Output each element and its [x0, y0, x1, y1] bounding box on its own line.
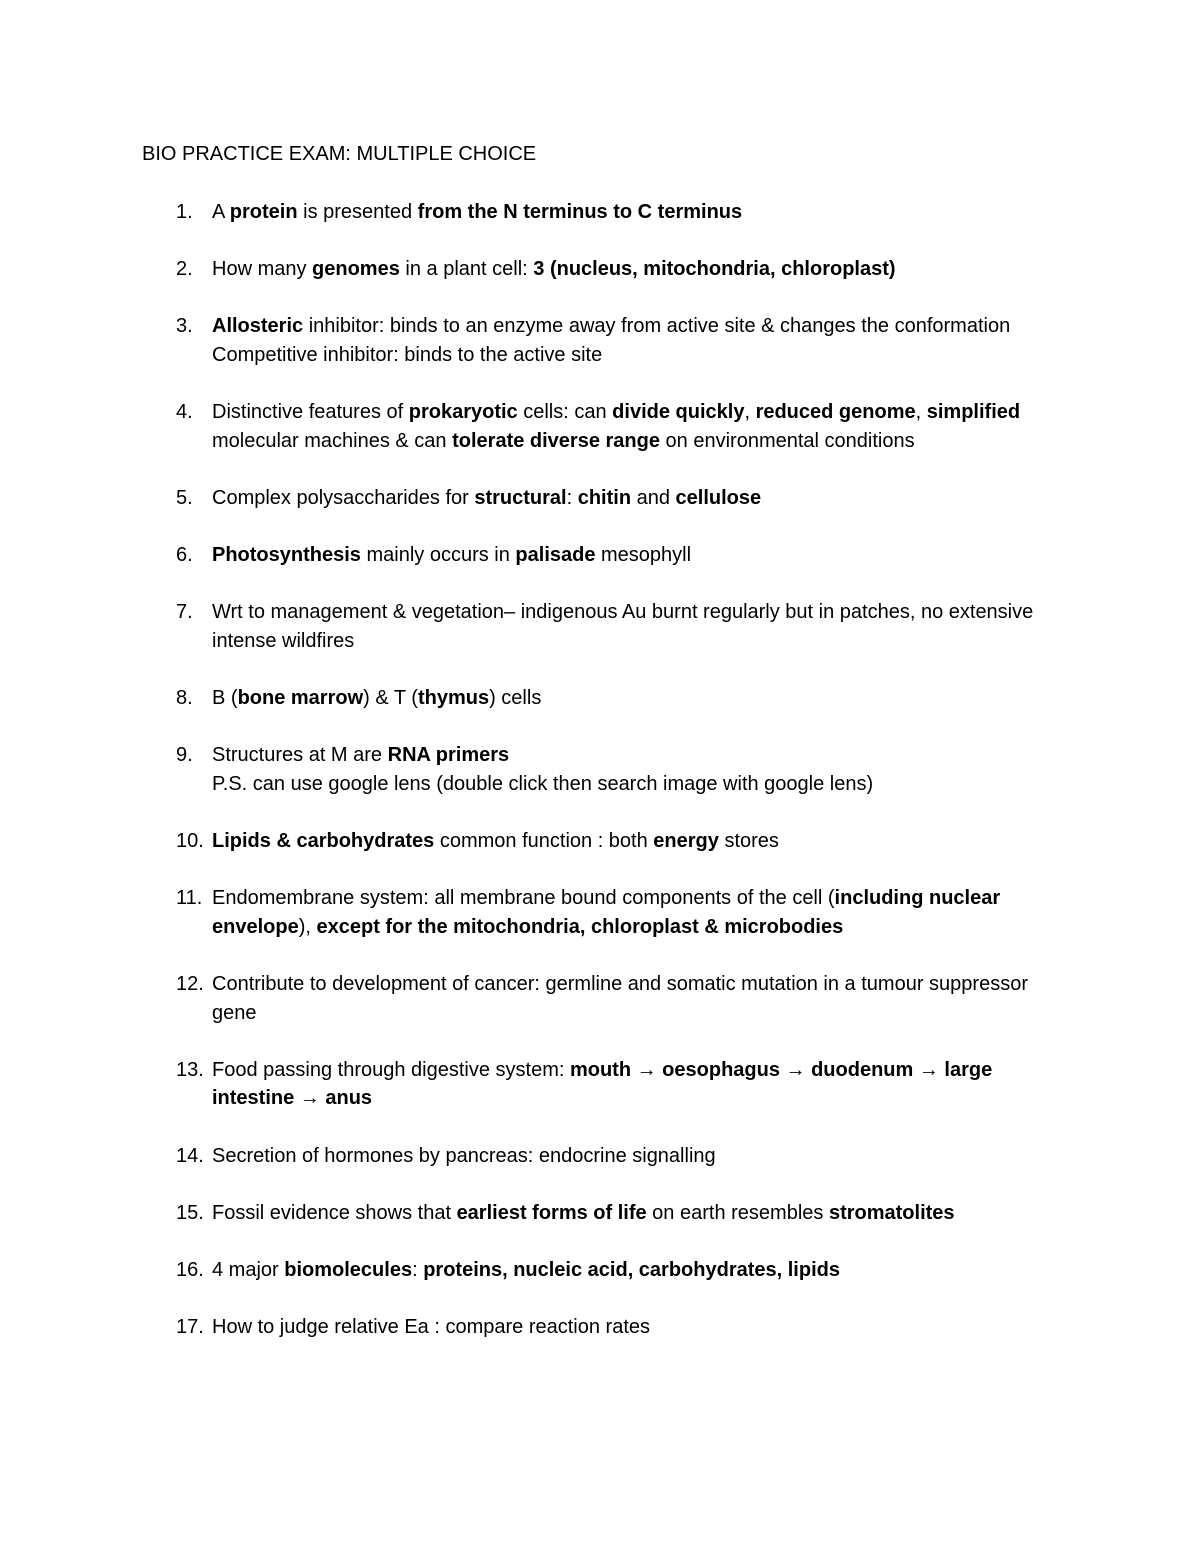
bold-term: Lipids & carbohydrates — [212, 830, 435, 853]
list-item — [142, 598, 1077, 655]
list-item — [142, 198, 1077, 227]
document-title: BIO PRACTICE EXAM: MULTIPLE CHOICE — [142, 143, 537, 165]
list-item — [142, 827, 1077, 856]
item-number: 12. — [176, 973, 204, 996]
item-text: mesophyll — [595, 544, 692, 567]
item-text-line — [212, 884, 1077, 941]
list-item — [142, 255, 1077, 284]
item-text-line — [212, 970, 1077, 1027]
list-item — [142, 1199, 1077, 1228]
list-item — [142, 1313, 1077, 1342]
bold-term: mouth → oesophagus → duodenum → large intestine → anus — [212, 1058, 993, 1110]
question-list — [142, 198, 1077, 1370]
list-item — [142, 884, 1077, 941]
item-text: Structures at M are — [212, 744, 388, 767]
bold-term: genomes — [312, 258, 400, 281]
item-number: 2. — [176, 258, 193, 281]
bold-term: cellulose — [675, 486, 762, 509]
item-text-line — [212, 1199, 1077, 1228]
item-text-line — [212, 1142, 1077, 1171]
item-number: 13. — [176, 1058, 204, 1081]
list-item — [142, 684, 1077, 713]
list-item — [142, 1256, 1077, 1285]
item-text-line — [212, 827, 1077, 856]
item-text-line — [212, 198, 1077, 227]
list-item — [142, 741, 1077, 798]
bold-term: chitin — [577, 486, 632, 509]
item-text: mainly occurs in — [360, 544, 516, 567]
bold-term: tolerate diverse range — [452, 429, 660, 452]
item-text: cells: can — [517, 401, 613, 424]
bold-term: protein — [229, 201, 298, 223]
bold-term: stromatolites — [828, 1201, 955, 1224]
bold-term: including nuclear envelope — [212, 887, 1001, 938]
bold-term: except for the mitochondria, chloroplast & microbodies — [316, 915, 844, 938]
item-text: stores — [718, 830, 779, 853]
item-text: Complex polysaccharides for — [212, 486, 475, 509]
item-number: 1. — [176, 201, 193, 223]
item-text: ), — [298, 915, 317, 938]
item-text-line — [212, 598, 1077, 655]
item-text: Contribute to development of cancer: germline and somatic mutation in a tumour suppressor gene — [212, 973, 1028, 1024]
list-item — [142, 398, 1077, 455]
item-text: ) cells — [489, 687, 542, 710]
item-text-line — [212, 398, 1077, 455]
item-number: 14. — [176, 1144, 204, 1167]
item-text: on environmental conditions — [659, 429, 915, 452]
item-number: 5. — [176, 486, 193, 509]
item-text: P.S. can use google lens (double click then search image with google lens) — [212, 772, 874, 795]
bold-term: prokaryotic — [408, 401, 518, 424]
item-text: How to judge relative Ea : compare reaction rates — [212, 1316, 650, 1339]
item-text: and — [631, 486, 676, 509]
item-text-line — [212, 541, 1077, 570]
item-number: 11. — [176, 887, 203, 910]
list-item — [142, 541, 1077, 570]
item-number: 17. — [176, 1316, 204, 1339]
item-number: 9. — [176, 744, 193, 767]
bold-term: from the N terminus to C terminus — [417, 201, 743, 223]
item-text: in a plant cell: — [399, 258, 534, 281]
bold-term: Allosteric — [212, 315, 304, 338]
item-number: 16. — [176, 1258, 204, 1281]
list-item — [142, 1056, 1077, 1113]
item-text: Fossil evidence shows that — [212, 1201, 457, 1224]
bold-term: reduced genome — [755, 401, 916, 424]
item-number: 4. — [176, 401, 193, 424]
item-text: ) & T ( — [363, 687, 418, 710]
item-text-line — [212, 1056, 1077, 1113]
list-item — [142, 970, 1077, 1027]
item-text: Secretion of hormones by pancreas: endocrine signalling — [212, 1144, 716, 1167]
item-number: 10. — [176, 830, 204, 853]
bold-term: simplified — [926, 401, 1021, 424]
bold-term: energy — [653, 830, 719, 853]
item-text: on earth resembles — [646, 1201, 829, 1224]
item-number: 15. — [176, 1201, 204, 1224]
item-text: Food passing through digestive system: — [212, 1058, 570, 1081]
bold-term: RNA primers — [387, 744, 510, 767]
item-text-line — [212, 255, 1077, 284]
list-item — [142, 1142, 1077, 1171]
item-text: is presented — [297, 201, 418, 223]
item-text: common function : both — [434, 830, 654, 853]
bold-term: structural — [474, 486, 567, 509]
item-text-line — [212, 1256, 1077, 1285]
item-text: inhibitor: binds to an enzyme away from active site & changes the conformation — [303, 315, 1011, 338]
item-number: 7. — [176, 601, 193, 624]
bold-term: bone marrow — [237, 687, 364, 710]
item-text: B ( — [212, 687, 238, 710]
item-text-line — [212, 341, 1077, 370]
item-number: 3. — [176, 315, 193, 338]
bold-term: thymus — [417, 687, 490, 710]
list-item — [142, 312, 1077, 369]
item-text-line — [212, 770, 1077, 799]
item-text: : — [412, 1258, 424, 1281]
item-text: A — [212, 201, 230, 223]
item-text: , — [744, 401, 756, 424]
item-text-line — [212, 684, 1077, 713]
item-text: Competitive inhibitor: binds to the active site — [212, 343, 603, 366]
item-text: How many — [212, 258, 313, 281]
item-text-line — [212, 1313, 1077, 1342]
item-text: : — [566, 486, 578, 509]
item-number: 6. — [176, 544, 193, 567]
item-text: molecular machines & can — [212, 429, 453, 452]
item-text: 4 major — [212, 1258, 285, 1281]
bold-term: biomolecules — [284, 1258, 413, 1281]
item-text: Endomembrane system: all membrane bound components of the cell ( — [212, 887, 835, 910]
bold-term: earliest forms of life — [456, 1201, 647, 1224]
bold-term: divide quickly — [612, 401, 745, 424]
item-text: Distinctive features of — [212, 401, 409, 424]
bold-term: palisade — [515, 544, 596, 567]
bold-term: Photosynthesis — [212, 544, 361, 567]
item-text-line — [212, 312, 1077, 341]
item-text: , — [915, 401, 927, 424]
bold-term: 3 (nucleus, mitochondria, chloroplast) — [533, 258, 896, 281]
item-text-line — [212, 484, 1077, 513]
item-number: 8. — [176, 687, 193, 710]
item-text: Wrt to management & vegetation– indigenous Au burnt regularly but in patches, no extensive intense wildfires — [212, 601, 1034, 652]
item-text-line — [212, 741, 1077, 770]
list-item — [142, 484, 1077, 513]
bold-term: proteins, nucleic acid, carbohydrates, lipids — [423, 1258, 840, 1281]
